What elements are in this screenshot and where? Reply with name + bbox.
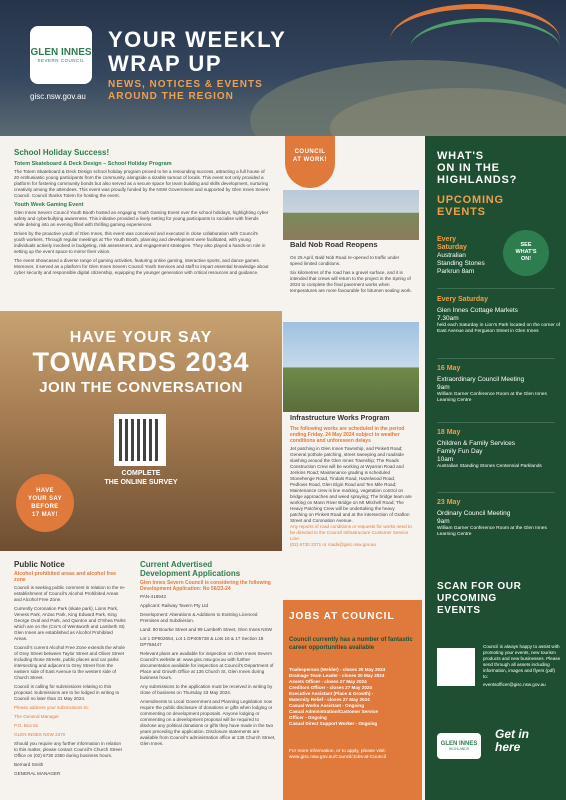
da-development: Development: Alterations & Additions to Existing Licenced Premises and Subdivision. xyxy=(140,612,258,623)
logo-subtext: HIGHLANDS xyxy=(448,747,470,751)
event-name: Glen Innes Cottage Markets xyxy=(437,307,518,314)
badge-line: SEE xyxy=(520,242,532,248)
event-name: Extraordinary Council Meeting xyxy=(437,376,525,383)
roadworks-photo xyxy=(283,322,419,412)
survey-qr-code[interactable] xyxy=(114,414,166,466)
jobs-apply-link[interactable]: For more information, or to apply, please visit: www.gisc.nsw.gov.au/Council/Jobs-at-Council xyxy=(289,749,386,760)
event-name: Children & Family Services xyxy=(437,440,516,447)
section-subheading: Glen Innes Severn Council is considering the following Development Application: No 56/23-24 xyxy=(140,580,271,592)
event-date: 18 May xyxy=(437,429,461,436)
article-paragraph: Jet patching in Glen Innes Township, and Pinkett Road; General pothole patching, street sweeping and roadside slashing around the Glen Innes Township; The Roads Construction Crew will be working at Wyarran Road and Jenkins Road; Maintenance grading is scheduled Stonehenge Road, Tindals Road, Hazelwood Road, Pedlows Road, Glen Elgin Road and Ten Mile Road; Maintenance crew is line marking, vegetation control on bridge approaches and weed spraying; The bridge team are working on Mann River Bridge on Mt Mitchell Road; The Heavy Patching Crew will be undertaking the heavy patching on Pinkett Road and at the intersection of Grafton Street and Coronation Avenue. xyxy=(290,446,412,523)
badge-line: 17 MAY! xyxy=(32,512,58,518)
event-name: Ordinary Council Meeting xyxy=(437,510,511,517)
event-date: 16 May xyxy=(437,365,461,372)
article-heading: School Holiday Success! xyxy=(14,148,110,157)
scan-description: Council is always happy to assist with promoting your events, new tourism products and new businesses. Please send through all assets including information, images and flyers (pdf) to: xyxy=(483,644,561,679)
events-qr-code[interactable] xyxy=(437,648,475,686)
signature-title: GENERAL MANAGER xyxy=(14,771,61,776)
notice-paragraph: Council is calling for submissions relating to this proposal. Submissions are to be lodged in writing to Council no later than 31 May 2024. xyxy=(14,684,120,701)
get-in-here-slogan xyxy=(495,728,555,754)
road-photo xyxy=(283,190,419,240)
heading-line: EVENTS xyxy=(437,605,481,616)
article-lead: The following works are scheduled in the period ending Friday, 24 May 2024 subject to weather conditions and unforeseen delays xyxy=(290,426,405,444)
contact-details[interactable]: (02) 6730 2371 or roads@gisc.nsw.gov.au xyxy=(290,542,377,547)
job-item[interactable]: Tradesperson (Welder) - closes 20 May 2024 xyxy=(289,667,386,672)
event-date: Every xyxy=(437,236,457,243)
slogan-line: Get in xyxy=(495,727,530,741)
job-item[interactable]: Executive Assistant (Place & Growth) - xyxy=(289,691,374,696)
caption-line: COMPLETE xyxy=(121,470,161,477)
council-at-work-badge xyxy=(285,136,335,188)
event-item[interactable] xyxy=(437,365,561,404)
heading-line: HIGHLANDS? xyxy=(437,174,518,186)
event-name: Parkrun 8am xyxy=(437,268,475,275)
page-title xyxy=(108,28,308,76)
event-item[interactable] xyxy=(437,499,561,538)
badge-line: ON! xyxy=(520,256,532,262)
job-item[interactable]: Casual Works Assistant - Ongoing xyxy=(289,703,365,708)
slogan-line: here xyxy=(495,740,521,754)
event-name: Family Fun Day xyxy=(437,448,483,455)
job-item[interactable]: Assets Officer - closes 27 May 2024 xyxy=(289,679,367,684)
da-paragraph: Amendments to Local Government and Planning Legislation now require the public disclosure of donations or gifts when lodging or commenting on development proposals. Anyone lodging or commenting on a development proposal will be required to disclose any political donations or gifts they have made in the two years preceding the application. Disclosure statements are available from Council's administration office at 136 Church Street, Glen Innes. xyxy=(140,699,276,746)
heading-line: ON IN THE xyxy=(437,162,500,174)
heading-line: EVENTS xyxy=(437,206,486,218)
job-item[interactable]: Casual Administration/Customer Service xyxy=(289,709,378,714)
logo-text: GLEN INNES xyxy=(30,47,92,58)
divider xyxy=(437,422,555,423)
events-heading xyxy=(437,150,517,186)
bald-nob-article xyxy=(290,240,412,297)
event-details: William Garner Conference Room at the Glen Innes Learning Centre xyxy=(437,526,547,537)
article-paragraph: Driven by the proactive youth of Glen Innes, this event was conceived and executed in close collaboration with Council's youth workers. Through regular meetings at The Youth Booth, planning and development were facilitated, with young individuals actively involved in budgeting, risk assessment, and engagement strategies. They also played a hands-on role in setting up the event space to mirror their vision. xyxy=(14,231,266,254)
holiday-article xyxy=(14,148,270,279)
job-item[interactable]: Maternity Relief - closes 27 May 2024 xyxy=(289,697,370,702)
subtitle-line: NEWS, NOTICES & EVENTS xyxy=(108,79,263,90)
section-subheading: Alcohol prohibited areas and alcohol free zone xyxy=(14,571,117,583)
address-line: The General Manager xyxy=(14,714,59,719)
contact-note: Any reports of road conditions or requests for works need to be directed to the Council Infrastructure Customer Service Line: xyxy=(290,524,412,541)
jobs-panel xyxy=(283,600,422,800)
upcoming-heading xyxy=(437,194,504,218)
qr-pattern xyxy=(119,419,161,461)
highlands-logo xyxy=(437,733,481,759)
jobs-lead: Council currently has a number of fantastic career opportunities available xyxy=(289,637,413,651)
banner-headline: TOWARDS 2034 xyxy=(32,347,250,377)
logo-subtext: SEVERN COUNCIL xyxy=(37,58,85,63)
article-heading: Infrastructure Works Program xyxy=(290,415,390,422)
event-details: William Garner Conference Room at the Glen Innes Learning Centre xyxy=(437,392,547,403)
notice-paragraph: Council's current Alcohol Free Zone extends the whole of Grey Street between Taylor Street and Oliver Street including those Streets, public places and car parks intersecting and adjacent to Grey Street from the eastern side of East Avenue to the western side of Church Street. xyxy=(14,645,125,680)
notice-paragraph: Should you require any further information in relation to this matter, please contact Council's Church Street Office on (02) 6730 2350 during business hours. xyxy=(14,741,122,758)
events-email-link[interactable]: eventsofficer@gisc.nsw.gov.au xyxy=(483,682,546,687)
heading-line: Development Applications xyxy=(140,569,241,578)
heading-line: Current Advertised xyxy=(140,560,213,569)
heading-line: UPCOMING xyxy=(437,593,497,604)
notice-paragraph: Council is seeking public comment in relation to the re-establishment of Council's Alcohol Prohibited Areas and Alcohol Free Zone. xyxy=(14,585,126,602)
event-date: Every Saturday xyxy=(437,296,488,303)
banner-line: JOIN THE CONVERSATION xyxy=(39,379,243,396)
heading-line: WHAT'S xyxy=(437,150,484,162)
public-notice xyxy=(14,560,126,780)
signature-name: Bernard Smith xyxy=(14,762,44,767)
heading-line: UPCOMING xyxy=(437,194,504,206)
da-paragraph: Relevant plans are available for inspection on Glen Innes Severn Council's website at: www.gisc.nsw.gov.au with further documentation available for inspection at Council's Department of Place and Growth Office at 136 Church St, Glen Innes during business hours. xyxy=(140,651,274,680)
event-date: Saturday xyxy=(437,244,467,251)
da-land: Land: 80 Bourke Street and 99 Lambeth Street, Glen Innes NSW xyxy=(140,627,273,632)
job-item[interactable]: Creditors Officer - closes 27 May 2024 xyxy=(289,685,372,690)
da-lots: Lot 1 DP802654, Lot 1 DP405738 & Lots 16 & 17 Section 18 DP758447 xyxy=(140,636,264,647)
jobs-list xyxy=(289,667,419,727)
event-details: Australian Standing Stones Centennial Parklands xyxy=(437,464,542,469)
address-line: GLEN INNES NSW 2370 xyxy=(14,732,66,737)
article-subheading: Totem Skateboard & Deck Design – School Holiday Program xyxy=(14,161,172,167)
event-date: 23 May xyxy=(437,499,461,506)
badge-line: COUNCIL xyxy=(294,149,326,155)
notice-paragraph: Currently Coronation Park (skate park), Lions Park, Veness Park, Anzac Park, King Edward Park, King George Oval and Park, and Quinton and O'Shea Parks which are on the (Cnr's of Wentworth and Lambeth St) Glen Innes are established as Alcohol Prohibited Areas. xyxy=(14,606,126,641)
event-time: 10am xyxy=(437,456,454,463)
event-name: Standing Stones xyxy=(437,260,485,267)
banner-line: HAVE YOUR SAY xyxy=(69,329,213,346)
job-item[interactable]: Officer - Ongoing xyxy=(289,715,327,720)
article-paragraph: The Totem Skateboard & Deck Design school holiday program proved to be a resounding success, attracting a full house of 20 enthusiastic young participants from the community, alongside a sizable turnout of locals. This event not only provided a platform for fostering community bonds but also served as a secure space for team building and skills development, nurturing creativity among the attendees. This event was proudly funded by the NSW Government and supported by Glen Innes Severn Council. Council thanks Totem for hosting the event. xyxy=(14,169,270,198)
da-paragraph: Any submissions to the application must be received in writing by close of business on Thursday 23 May 2024. xyxy=(140,684,273,695)
event-time: 9am xyxy=(437,384,450,391)
development-applications xyxy=(140,560,276,750)
badge-line: WHAT'S xyxy=(515,249,537,255)
badge-line: AT WORK! xyxy=(292,157,328,163)
da-applicant: Applicant: Railway Tavern Pty Ltd xyxy=(140,603,209,608)
divider xyxy=(437,288,555,289)
title-line: WRAP UP xyxy=(108,51,222,76)
event-details: held each Saturday in Lion's Park located on the corner of East Avenue and Ferguson Street in Glen Innes xyxy=(437,323,561,334)
heading-line: SCAN FOR OUR xyxy=(437,581,522,592)
article-paragraph: Six kilometres of the road has a gravel surface, and it is intended that crews will return to the project in the Spring of 2024 to complete the final pavement works when temperatures are more favourable for bitumen sealing work. xyxy=(290,270,412,293)
website-link[interactable]: gisc.nsw.gov.au xyxy=(30,92,86,101)
badge-line: YOUR SAY xyxy=(28,496,62,502)
title-line: YOUR WEEKLY xyxy=(108,27,287,52)
badge-line: HAVE xyxy=(36,488,54,494)
caption-line: THE ONLINE SURVEY xyxy=(104,479,178,486)
divider xyxy=(437,358,555,359)
job-item[interactable]: Drainage Team Leader - closes 20 May 2024 xyxy=(289,673,385,678)
event-time: 7.30am xyxy=(437,315,459,322)
section-heading: Public Notice xyxy=(14,560,65,569)
jobs-title: JOBS AT COUNCIL xyxy=(289,611,395,622)
article-heading: Bald Nob Road Reopens xyxy=(290,240,378,249)
article-paragraph: The event showcased a diverse range of gaming activities, featuring online gaming, interactive sports, and dance games. Moreover, it served as a platform for Glen Innes Severn Council Youth Services and staff to impart essential knowledge about cyber security and responsible digital citizenship, equipping the younger generation with critical resources and guidance. xyxy=(14,258,269,275)
article-subheading: Youth Week Gaming Event xyxy=(14,202,84,208)
article-paragraph: Glen Innes Severn Council Youth Booth hosted an engaging Youth Gaming Event over the school holidays, highlighting cyber safety and cyberbullying awareness. This initiative provided a lively setting for young participants to socialise with friends while delving into an evening filled with thrilling gaming experiences. xyxy=(14,210,269,227)
address-line: P.O. Box 61 xyxy=(14,723,39,728)
job-item[interactable]: Casual Direct Support Worker - Ongoing xyxy=(289,721,378,726)
section-heading xyxy=(140,560,276,578)
see-whats-on-badge[interactable] xyxy=(503,230,549,276)
badge-line: BEFORE xyxy=(31,504,59,510)
article-paragraph: On 25 April, Bald Nob Road re-opened to traffic under speed limited conditions. xyxy=(290,255,400,266)
events-sidebar xyxy=(425,136,566,800)
event-item[interactable] xyxy=(437,429,561,470)
scan-heading xyxy=(437,581,521,617)
address-label: Please address your submissions to: xyxy=(14,705,89,710)
page-subtitle xyxy=(108,79,308,103)
event-item[interactable] xyxy=(437,296,561,335)
deadline-badge xyxy=(16,474,74,532)
divider xyxy=(437,492,555,493)
council-logo[interactable] xyxy=(30,26,92,84)
da-reference: PAN-418943 xyxy=(140,594,166,599)
subtitle-line: AROUND THE REGION xyxy=(108,91,234,102)
infrastructure-article xyxy=(290,415,412,548)
logo-text: GLEN INNES xyxy=(440,741,478,747)
event-time: 9am xyxy=(437,518,450,525)
event-name: Australian xyxy=(437,252,466,259)
